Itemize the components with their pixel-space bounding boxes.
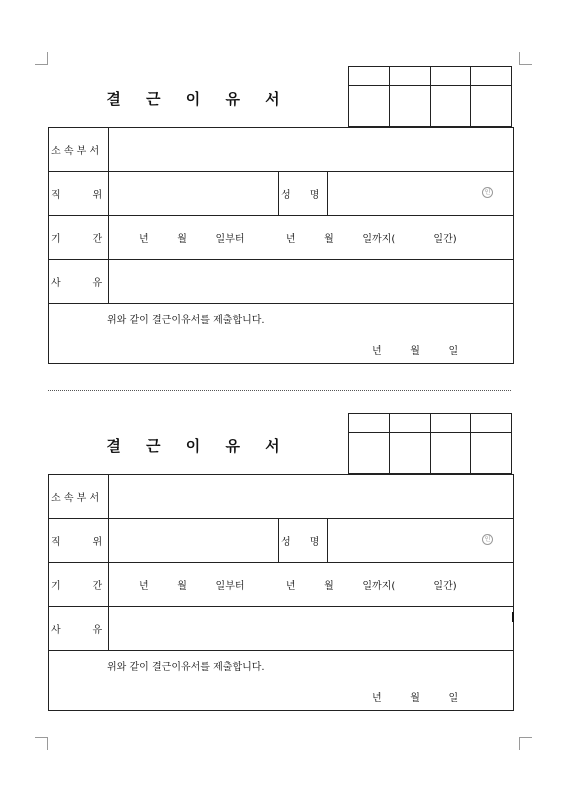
approval-cell[interactable] [389,67,430,86]
approval-cell[interactable] [471,414,512,433]
approval-box [348,413,512,474]
submission-date[interactable]: 년 월 일 [372,693,459,704]
dept-label: 소 속 부 서 [49,128,109,172]
seal-icon: 인 [482,534,493,545]
submission-statement: 위와 같이 결근이유서를 제출합니다. [107,315,265,326]
reason-field[interactable] [109,607,514,651]
form-header [48,66,513,127]
crop-mark-top-left [35,52,48,65]
cut-line-divider [48,390,511,391]
name-label: 성 명 [279,519,328,563]
form-table [48,127,514,364]
name-field[interactable] [328,519,514,563]
reason-field[interactable] [109,260,514,304]
period-label: 기 간 [49,216,109,260]
approval-cell[interactable] [430,414,471,433]
approval-cell[interactable] [471,67,512,86]
approval-sign-cell[interactable] [471,433,512,474]
absence-form-1 [48,66,513,364]
dept-field[interactable] [109,475,514,519]
approval-cell[interactable] [430,67,471,86]
form-title: 결 근 이 유 서 [106,437,290,455]
name-label: 성 명 [279,172,328,216]
form-table [48,474,514,711]
approval-sign-cell[interactable] [430,86,471,127]
submission-date[interactable]: 년 월 일 [372,346,459,357]
submission-area [49,304,514,364]
form-title: 결 근 이 유 서 [106,90,290,108]
approval-cell[interactable] [349,67,390,86]
crop-mark-bottom-right [519,737,532,750]
crop-mark-top-right [519,52,532,65]
approval-sign-cell[interactable] [349,433,390,474]
approval-cell[interactable] [349,414,390,433]
text-cursor [512,612,514,622]
approval-cell[interactable] [389,414,430,433]
period-field[interactable]: 년 월 일부터 년 월 일까지( 일간) [109,216,514,260]
approval-sign-cell[interactable] [389,86,430,127]
dept-label: 소 속 부 서 [49,475,109,519]
approval-sign-cell[interactable] [471,86,512,127]
name-field[interactable] [328,172,514,216]
position-label: 직 위 [49,172,109,216]
period-field[interactable]: 년 월 일부터 년 월 일까지( 일간) [109,563,514,607]
position-label: 직 위 [49,519,109,563]
dept-field[interactable] [109,128,514,172]
reason-label: 사 유 [49,260,109,304]
submission-statement: 위와 같이 결근이유서를 제출합니다. [107,662,265,673]
approval-sign-cell[interactable] [349,86,390,127]
reason-label: 사 유 [49,607,109,651]
approval-sign-cell[interactable] [389,433,430,474]
period-label: 기 간 [49,563,109,607]
form-header [48,413,513,474]
seal-icon: 인 [482,187,493,198]
approval-box [348,66,512,127]
submission-area [49,651,514,711]
position-field[interactable] [109,172,279,216]
position-field[interactable] [109,519,279,563]
absence-form-2 [48,413,513,711]
approval-sign-cell[interactable] [430,433,471,474]
crop-mark-bottom-left [35,737,48,750]
